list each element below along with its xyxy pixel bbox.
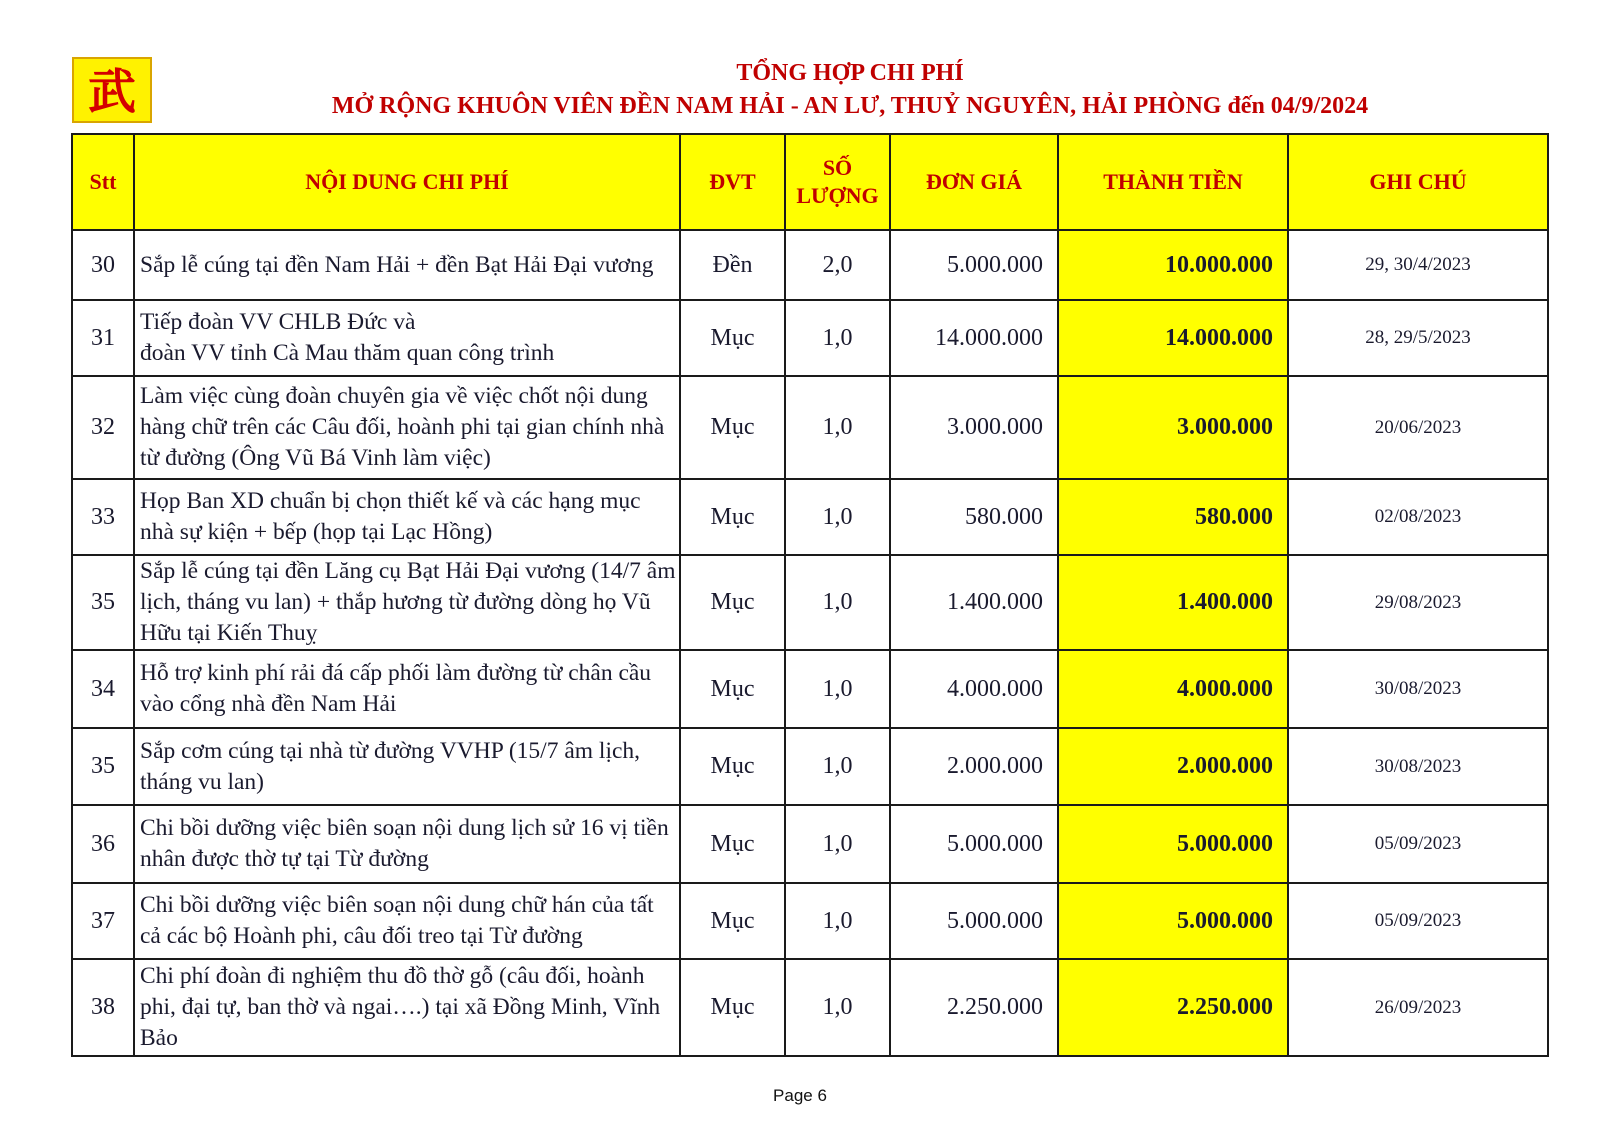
col-header-unit: ĐVT (680, 134, 785, 230)
cell-desc: Sắp lễ cúng tại đền Lăng cụ Bạt Hải Đại vương (14/7 âm lịch, tháng vu lan) + thắp hương từ đường dòng họ Vũ Hữu tại Kiến Thuỵ (134, 555, 680, 650)
cell-total: 3.000.000 (1058, 376, 1288, 479)
expense-table (71, 133, 1549, 1057)
table-row (72, 230, 1548, 300)
table-body (72, 230, 1548, 1056)
cell-qty: 1,0 (785, 479, 890, 555)
cell-qty: 1,0 (785, 728, 890, 805)
cell-qty: 1,0 (785, 376, 890, 479)
table-row (72, 300, 1548, 376)
cell-stt: 30 (72, 230, 134, 300)
page-number: Page 6 (773, 1086, 827, 1105)
col-header-desc: NỘI DUNG CHI PHÍ (134, 134, 680, 230)
cell-total: 10.000.000 (1058, 230, 1288, 300)
cell-total: 4.000.000 (1058, 650, 1288, 728)
cell-desc: Tiếp đoàn VV CHLB Đức và đoàn VV tỉnh Cà Mau thăm quan công trình (134, 300, 680, 376)
table-row (72, 728, 1548, 805)
cell-desc: Làm việc cùng đoàn chuyên gia về việc chốt nội dung hàng chữ trên các Câu đối, hoành phi tại gian chính nhà từ đường (Ông Vũ Bá Vinh làm việc) (134, 376, 680, 479)
col-header-note: GHI CHÚ (1288, 134, 1548, 230)
cell-desc: Chi phí đoàn đi nghiệm thu đồ thờ gỗ (câu đối, hoành phi, đại tự, ban thờ và ngai….) tại xã Đồng Minh, Vĩnh Bảo (134, 959, 680, 1056)
cell-note: 28, 29/5/2023 (1288, 300, 1548, 376)
page-title: TỔNG HỢP CHI PHÍ (736, 60, 964, 86)
cell-price: 2.250.000 (890, 959, 1058, 1056)
cell-stt: 35 (72, 555, 134, 650)
cell-note: 02/08/2023 (1288, 479, 1548, 555)
page-subtitle: MỞ RỘNG KHUÔN VIÊN ĐỀN NAM HẢI - AN LƯ, THUỶ NGUYÊN, HẢI PHÒNG đến 04/9/2024 (331, 93, 1369, 119)
table-row (72, 805, 1548, 883)
cell-price: 5.000.000 (890, 230, 1058, 300)
cell-note: 05/09/2023 (1288, 883, 1548, 959)
cell-qty: 1,0 (785, 300, 890, 376)
cell-unit: Mục (680, 959, 785, 1056)
cell-price: 2.000.000 (890, 728, 1058, 805)
cell-qty: 1,0 (785, 883, 890, 959)
cell-qty: 1,0 (785, 959, 890, 1056)
cell-unit: Mục (680, 805, 785, 883)
table-row (72, 883, 1548, 959)
cell-price: 3.000.000 (890, 376, 1058, 479)
cell-desc: Sắp lễ cúng tại đền Nam Hải + đền Bạt Hải Đại vương (134, 230, 680, 300)
cell-desc: Chi bồi dưỡng việc biên soạn nội dung lịch sử 16 vị tiền nhân được thờ tự tại Từ đường (134, 805, 680, 883)
cell-qty: 1,0 (785, 805, 890, 883)
cell-note: 30/08/2023 (1288, 728, 1548, 805)
col-header-qty-line1: SỐ (822, 155, 853, 180)
cell-price: 14.000.000 (890, 300, 1058, 376)
cell-stt: 36 (72, 805, 134, 883)
cell-total: 5.000.000 (1058, 805, 1288, 883)
cell-total: 14.000.000 (1058, 300, 1288, 376)
col-header-stt: Stt (72, 134, 134, 230)
cell-price: 580.000 (890, 479, 1058, 555)
cell-unit: Mục (680, 728, 785, 805)
cell-qty: 1,0 (785, 555, 890, 650)
cell-note: 30/08/2023 (1288, 650, 1548, 728)
cell-stt: 31 (72, 300, 134, 376)
cell-unit: Mục (680, 650, 785, 728)
cell-stt: 35 (72, 728, 134, 805)
cell-price: 5.000.000 (890, 883, 1058, 959)
cell-stt: 37 (72, 883, 134, 959)
cell-qty: 1,0 (785, 650, 890, 728)
cell-price: 4.000.000 (890, 650, 1058, 728)
cell-note: 20/06/2023 (1288, 376, 1548, 479)
cell-note: 26/09/2023 (1288, 959, 1548, 1056)
table-row (72, 479, 1548, 555)
cell-desc: Họp Ban XD chuẩn bị chọn thiết kế và các hạng mục nhà sự kiện + bếp (họp tại Lạc Hồng) (134, 479, 680, 555)
table-row (72, 555, 1548, 650)
col-header-total: THÀNH TIỀN (1058, 134, 1288, 230)
cell-unit: Mục (680, 883, 785, 959)
cell-qty: 2,0 (785, 230, 890, 300)
cell-price: 1.400.000 (890, 555, 1058, 650)
cell-total: 2.250.000 (1058, 959, 1288, 1056)
cell-stt: 38 (72, 959, 134, 1056)
cell-desc: Sắp cơm cúng tại nhà từ đường VVHP (15/7 âm lịch, tháng vu lan) (134, 728, 680, 805)
cell-total: 580.000 (1058, 479, 1288, 555)
cell-desc: Chi bồi dưỡng việc biên soạn nội dung chữ hán của tất cả các bộ Hoành phi, câu đối treo tại Từ đường (134, 883, 680, 959)
vo-character-icon (79, 61, 145, 119)
col-header-qty-line2: LƯỢNG (796, 183, 879, 208)
cell-total: 2.000.000 (1058, 728, 1288, 805)
cell-note: 05/09/2023 (1288, 805, 1548, 883)
cell-unit: Mục (680, 300, 785, 376)
cell-price: 5.000.000 (890, 805, 1058, 883)
table-row (72, 959, 1548, 1056)
cell-total: 1.400.000 (1058, 555, 1288, 650)
cell-stt: 32 (72, 376, 134, 479)
table-header-row (72, 134, 1548, 230)
cell-unit: Đền (680, 230, 785, 300)
cell-unit: Mục (680, 376, 785, 479)
table-row (72, 376, 1548, 479)
logo-emblem (72, 57, 152, 123)
svg-text:武: 武 (87, 64, 137, 119)
cell-stt: 34 (72, 650, 134, 728)
table-row (72, 650, 1548, 728)
cell-desc: Hỗ trợ kinh phí rải đá cấp phối làm đường từ chân cầu vào cổng nhà đền Nam Hải (134, 650, 680, 728)
cell-unit: Mục (680, 479, 785, 555)
cell-note: 29, 30/4/2023 (1288, 230, 1548, 300)
cell-unit: Mục (680, 555, 785, 650)
cell-total: 5.000.000 (1058, 883, 1288, 959)
cell-note: 29/08/2023 (1288, 555, 1548, 650)
col-header-qty (785, 134, 890, 230)
cell-stt: 33 (72, 479, 134, 555)
col-header-price: ĐƠN GIÁ (890, 134, 1058, 230)
